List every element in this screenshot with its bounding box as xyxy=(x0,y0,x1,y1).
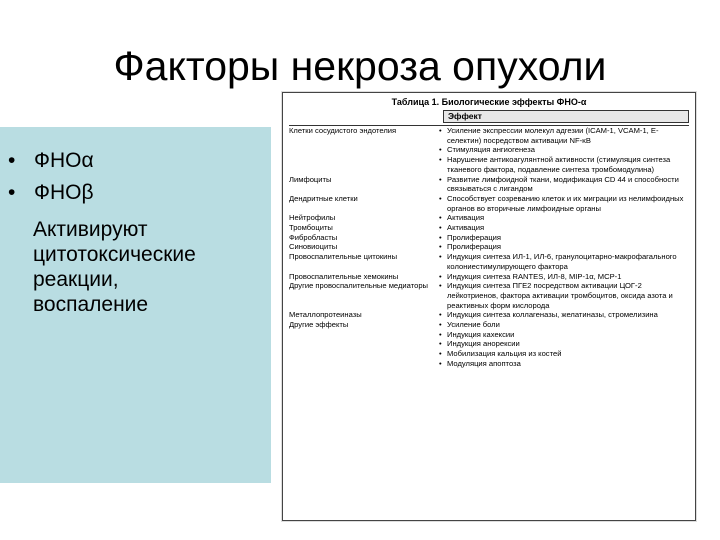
table-row xyxy=(289,194,689,213)
table-cell-effects xyxy=(439,320,689,369)
table-cell-effects xyxy=(439,213,689,223)
table-cell-type: Тромбоциты xyxy=(289,223,333,233)
table-cell-type: Клетки сосудистого эндотелия xyxy=(289,126,397,135)
table-row xyxy=(289,213,689,223)
table-row xyxy=(289,126,689,175)
table-effect-item: • Развитие лимфоидной ткани, модификация CD 44 и способности связываться с лигандом xyxy=(439,175,689,194)
table-cell-type: Металлопротеиназы xyxy=(289,310,362,320)
table-effect-item: • Усиление экспрессии молекул адгезии (ICAM-1, VCAM-1, E-селектин) посредством активации NF-κB xyxy=(439,126,689,145)
table-effect-item: • Индукция синтеза коллагеназы, желатиназы, стромелизина xyxy=(439,310,689,320)
table-row xyxy=(289,223,689,233)
table-cell-effects xyxy=(439,233,689,243)
table-cell-type: Другие провоспалительные медиаторы xyxy=(289,281,428,291)
table-effect-item: • Индукция синтеза ИЛ-1, ИЛ-6, гранулоцитарно-макрофагального колониестимулирующего фактора xyxy=(439,252,689,271)
table-cell-type: Провоспалительные цитокины xyxy=(289,252,398,262)
table-cell-effects xyxy=(439,252,689,271)
body-text: Активируют цитотоксические реакции, воспаление xyxy=(33,218,196,316)
table-row xyxy=(289,233,689,243)
table-effect-item: • Пролиферация xyxy=(439,242,689,252)
table-effect-item: • Индукция кахексии xyxy=(439,330,689,340)
table-row xyxy=(289,242,689,252)
table-effect-item: • Мобилизация кальция из костей xyxy=(439,349,689,359)
table-row xyxy=(289,175,689,194)
table-cell-effects xyxy=(439,175,689,194)
table-effect-item: • Индукция анорексии xyxy=(439,339,689,349)
table-cell-effects xyxy=(439,126,689,175)
table-cell-type: Дендритные клетки xyxy=(289,193,358,203)
table-effect-item: • Способствует созреванию клеток и их миграции из нелимфоидных органов во вторичные лимфоидные органы xyxy=(439,194,689,213)
slide-title: Факторы некроза опухоли xyxy=(113,43,607,89)
table-row xyxy=(289,252,689,271)
table-effect-item: • Нарушение антикоагулянтной активности (стимуляция синтеза тканевого фактора, подавление синтеза тромбомодулина) xyxy=(439,155,689,174)
table-cell-type: Синовиоциты xyxy=(289,242,338,252)
bullet-list xyxy=(0,127,271,209)
bullet-panel xyxy=(0,127,271,483)
table-effect-item: • Усиление боли xyxy=(439,320,689,330)
table-cell-type: Провоспалительные хемокины xyxy=(289,271,399,281)
table-row xyxy=(289,320,689,369)
table-rows xyxy=(289,125,689,369)
table-cell-effects xyxy=(439,281,689,310)
table-caption: Таблица 1. Биологические эффекты ФНО-α xyxy=(391,97,587,107)
table-cell-effects xyxy=(439,223,689,233)
table-row xyxy=(289,272,689,282)
table-effect-item: • Активация xyxy=(439,213,689,223)
table-effect-item: • Активация xyxy=(439,223,689,233)
table-cell-effects xyxy=(439,242,689,252)
table-cell-effects xyxy=(439,272,689,282)
table-cell-type: Лимфоциты xyxy=(289,174,332,184)
table-row xyxy=(289,310,689,320)
table-cell-type: Фибробласты xyxy=(289,232,338,242)
table-cell-type: Нейтрофилы xyxy=(289,213,336,223)
table-cell-effects xyxy=(439,194,689,213)
table-cell-type: Другие эффекты xyxy=(289,320,349,330)
table-effect-item: • Индукция синтеза RANTES, ИЛ-8, MIP-1α, MCP-1 xyxy=(439,272,689,282)
table-effect-item: • Индукция синтеза ПГЕ2 посредством активации ЦОГ-2 лейкотриенов, фактора активации тромбоцитов, оксида азота и реактивных форм кислорода xyxy=(439,281,689,310)
effects-table xyxy=(282,92,696,521)
table-effect-item: • Стимуляция ангиогенеза xyxy=(439,145,689,155)
table-cell-effects xyxy=(439,310,689,320)
table-header-effect: Эффект xyxy=(443,110,689,123)
table-effect-item: • Пролиферация xyxy=(439,233,689,243)
bullet-item-tnf-beta: • ФНОβ xyxy=(8,177,271,209)
table-row xyxy=(289,281,689,310)
bullet-item-tnf-alpha: • ФНОα xyxy=(8,145,271,177)
table-effect-item: • Модуляция апоптоза xyxy=(439,359,689,369)
